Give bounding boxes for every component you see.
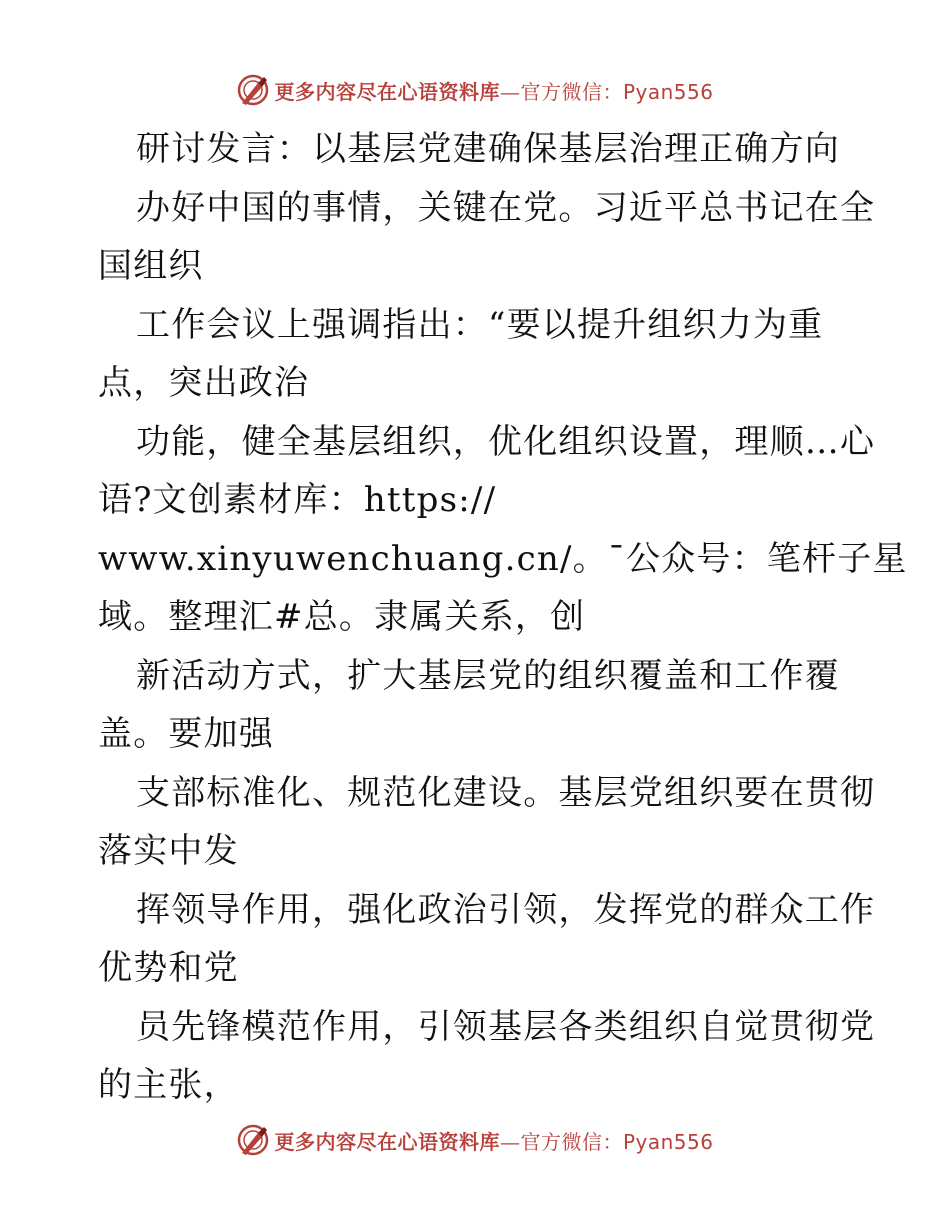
- header-watermark: [0, 72, 950, 108]
- text-line: www.xinyuwenchuang.cn/。¯公众号：笔杆子星: [98, 538, 908, 579]
- text-line: 点，突出政治: [98, 363, 310, 403]
- text-line: 办好中国的事情，关键在党。习近平总书记在全: [136, 187, 876, 228]
- text-line: 功能，健全基层组织，优化组织设置，理顺…心: [136, 421, 876, 462]
- text-line: 工作会议上强调指出：“要以提升组织力为重: [136, 304, 824, 345]
- text-line: 盖。要加强: [98, 714, 274, 754]
- text-line: 挥领导作用，强化政治引领，发挥党的群众工作: [136, 889, 876, 930]
- footer-watermark: [0, 1122, 950, 1158]
- text-line: 支部标准化、规范化建设。基层党组织要在贯彻: [136, 772, 876, 813]
- text-line: 落实中发: [98, 831, 239, 871]
- text-line: 域。整理汇#总。隶属关系，创: [98, 597, 586, 637]
- text-line: 国组织: [98, 246, 204, 286]
- text-line: 员先锋模范作用，引领基层各类组织自觉贯彻党: [136, 1006, 876, 1047]
- pen-logo-icon: [236, 1123, 270, 1157]
- text-line: 的主张，: [98, 1065, 239, 1105]
- text-line: 语?文创素材库：https://: [98, 480, 497, 520]
- pen-logo-icon: [236, 73, 270, 107]
- text-line: 新活动方式，扩大基层党的组织覆盖和工作覆: [136, 655, 840, 696]
- watermark-text: 更多内容尽在心语资料库—官方微信：Pyan556: [274, 79, 714, 104]
- document-body: [98, 120, 908, 1115]
- text-line: 研讨发言：以基层党建确保基层治理正确方向: [136, 129, 840, 169]
- text-line: 优势和党: [98, 948, 239, 988]
- watermark-text: 更多内容尽在心语资料库—官方微信：Pyan556: [274, 1129, 714, 1154]
